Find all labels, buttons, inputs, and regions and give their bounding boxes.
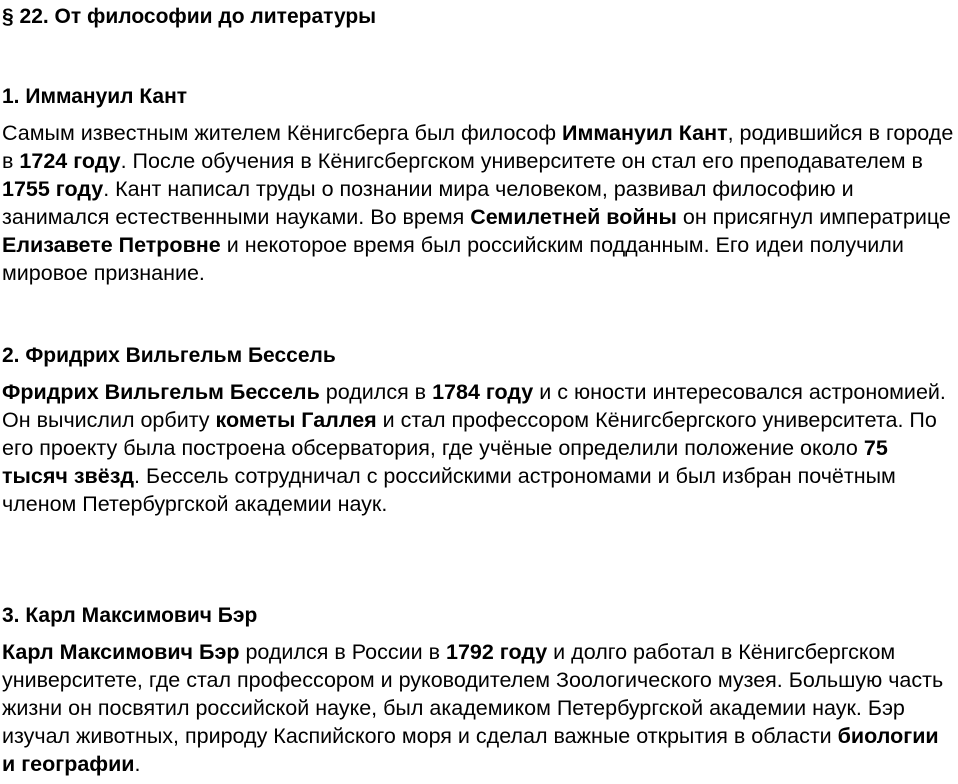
bold-term: Семилетней войны: [470, 205, 677, 229]
bold-term: Елизавете Петровне: [2, 233, 221, 257]
bold-term: кометы Галлея: [215, 408, 377, 432]
bold-term: 1784 году: [432, 380, 534, 404]
bold-term: 1792 году: [446, 640, 548, 664]
page-title: § 22. От философии до литературы: [2, 5, 377, 28]
bold-term: 1724 году: [19, 149, 121, 173]
section-heading: 3. Карл Максимович Бэр: [2, 604, 258, 627]
bold-term: Иммануил Кант: [562, 121, 728, 145]
section-baer: [2, 603, 956, 778]
bold-term: 75 тысяч звёзд: [2, 436, 888, 488]
bold-term: Карл Максимович Бэр: [2, 640, 240, 664]
section-paragraph: Карл Максимович Бэр родился в России в 1792 году и долго работал в Кёнигсбергском университете, где стал профессором и руководителем Зоологического музея. Большую часть жизни он посвятил российской науке, был академиком Петербургской академии наук. Бэр изучал животных, природу Каспийского моря и сделал важные открытия в области биологии и географии.: [2, 640, 944, 776]
bold-term: биологии и географии: [2, 724, 939, 776]
section-paragraph: Самым известным жителем Кёнигсберга был философ Иммануил Кант, родившийся в городе в 1724 году. После обучения в Кёнигсбергском университете он стал его преподавателем в 1755 году. Кант написал труды о познании мира человеком, развивал философию и занимался естественными науками. Во время Семилетней войны он присягнул императрице Елизавете Петровне и некоторое время был российским подданным. Его идеи получили мировое признание.: [2, 121, 954, 285]
section-paragraph: Фридрих Вильгельм Бессель родился в 1784 году и с юности интересовался астрономией. Он вычислил орбиту кометы Галлея и стал профессором Кёнигсбергского университета. По его проекту была построена обсерватория, где учёные определили положение около 75 тысяч звёзд. Бессель сотрудничал с российскими астрономами и был избран почётным членом Петербургской академии наук.: [2, 380, 946, 516]
section-kant: [2, 84, 956, 287]
section-bessel: [2, 343, 956, 518]
bold-term: Фридрих Вильгельм Бессель: [2, 380, 320, 404]
section-heading: 1. Иммануил Кант: [2, 85, 188, 108]
section-heading: 2. Фридрих Вильгельм Бессель: [2, 344, 336, 367]
bold-term: 1755 году: [2, 177, 104, 201]
